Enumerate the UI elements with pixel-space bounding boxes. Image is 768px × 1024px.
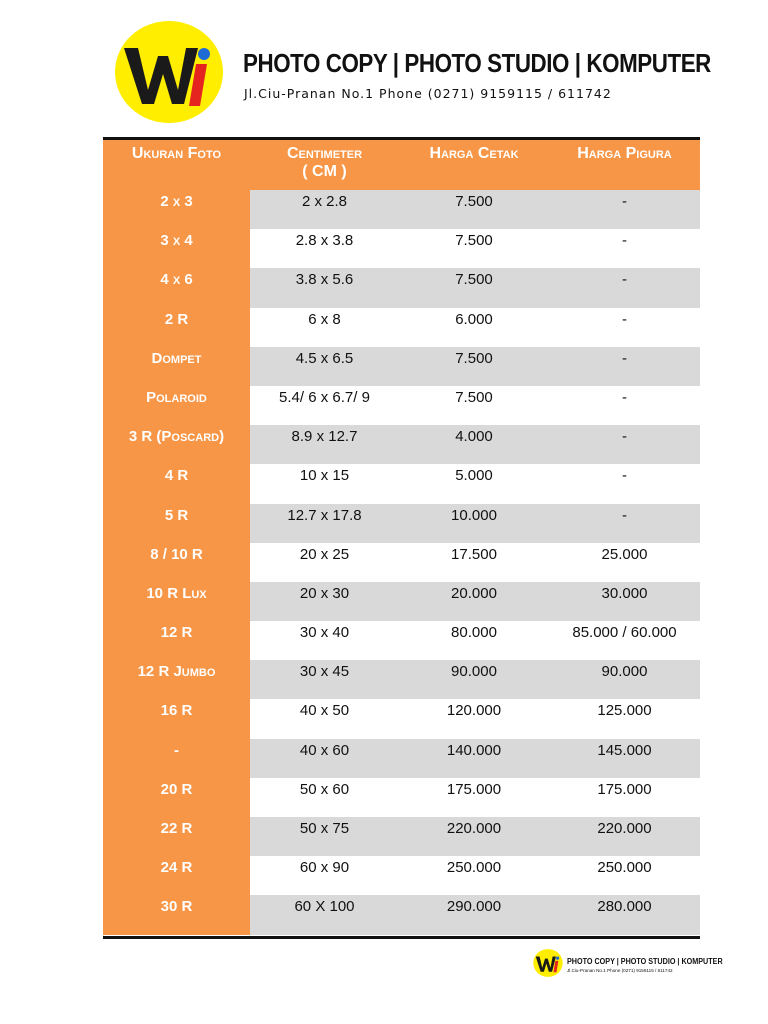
table-row [103,660,700,699]
cell-size: 3 R (Poscard) [103,425,250,464]
header-size: Ukuran Foto [131,145,222,162]
header-centimeter-line2: ( CM ) [302,163,347,180]
header-centimeter [250,140,399,190]
table-row [103,464,700,503]
brand-title: PHOTO COPY | PHOTO STUDIO | KOMPUTER [243,48,711,78]
cell-print-price: 175.000 [399,778,549,817]
cell-centimeter: 2.8 x 3.8 [250,229,399,268]
cell-frame-price: - [549,504,700,543]
cell-print-price: 80.000 [399,621,549,660]
cell-centimeter: 4.5 x 6.5 [250,347,399,386]
table-row [103,268,700,307]
cell-size: 22 R [103,817,250,856]
cell-size: 12 R Jumbo [103,660,250,699]
cell-centimeter: 60 X 100 [250,895,399,934]
cell-centimeter: 30 x 45 [250,660,399,699]
footer-title: PHOTO COPY | PHOTO STUDIO | KOMPUTER [567,957,723,966]
cell-print-price: 7.500 [399,347,549,386]
cell-frame-price: - [549,386,700,425]
cell-print-price: 4.000 [399,425,549,464]
cell-print-price: 120.000 [399,699,549,738]
cell-frame-price: 250.000 [549,856,700,895]
table-row [103,778,700,817]
table-row [103,190,700,229]
cell-frame-price: 25.000 [549,543,700,582]
cell-print-price: 5.000 [399,464,549,503]
header-frame-price: Harga Pigura [577,145,672,162]
cell-size: Dompet [103,347,250,386]
cell-frame-price: 145.000 [549,739,700,778]
cell-frame-price: 220.000 [549,817,700,856]
cell-centimeter: 2 x 2.8 [250,190,399,229]
cell-size: 4 x 6 [103,268,250,307]
cell-centimeter: 6 x 8 [250,308,399,347]
cell-size: 24 R [103,856,250,895]
cell-print-price: 7.500 [399,190,549,229]
cell-size: 30 R [103,895,250,934]
table-row [103,621,700,660]
header [0,0,768,130]
table-row [103,229,700,268]
table-bottom-rule [103,936,700,939]
table-row [103,308,700,347]
cell-centimeter: 5.4/ 6 x 6.7/ 9 [250,386,399,425]
footer-address: Jl.Ciu-Pranan No.1 Phone (0271) 9159115 / 611742 [567,968,673,973]
brand-address: Jl.Ciu-Pranan No.1 Phone (0271) 9159115 / 611742 [244,86,612,101]
cell-size: 2 R [103,308,250,347]
table-row [103,504,700,543]
cell-frame-price: - [549,464,700,503]
cell-frame-price: - [549,268,700,307]
cell-size: 2 x 3 [103,190,250,229]
table-row [103,425,700,464]
cell-frame-price: 90.000 [549,660,700,699]
cell-print-price: 10.000 [399,504,549,543]
cell-size: 10 R Lux [103,582,250,621]
table-row [103,699,700,738]
cell-size: Polaroid [103,386,250,425]
table-row [103,347,700,386]
cell-centimeter: 40 x 60 [250,739,399,778]
cell-size: 16 R [103,699,250,738]
cell-print-price: 7.500 [399,268,549,307]
cell-frame-price: - [549,229,700,268]
cell-print-price: 250.000 [399,856,549,895]
table-row [103,543,700,582]
cell-frame-price: - [549,425,700,464]
cell-print-price: 20.000 [399,582,549,621]
table-header [103,140,700,190]
cell-print-price: 7.500 [399,229,549,268]
cell-print-price: 220.000 [399,817,549,856]
cell-frame-price: 85.000 / 60.000 [549,621,700,660]
table-row [103,582,700,621]
cell-centimeter: 50 x 60 [250,778,399,817]
cell-frame-price: 30.000 [549,582,700,621]
cell-frame-price: - [549,190,700,229]
cell-frame-price: 280.000 [549,895,700,934]
cell-frame-price: - [549,347,700,386]
brand-logo-icon [114,20,224,124]
cell-print-price: 140.000 [399,739,549,778]
cell-centimeter: 30 x 40 [250,621,399,660]
header-centimeter-line1: Centimeter [286,145,363,162]
cell-size: 12 R [103,621,250,660]
table-row [103,386,700,425]
table-row [103,739,700,778]
table-row [103,817,700,856]
cell-frame-price: 125.000 [549,699,700,738]
table-body [103,190,700,935]
cell-centimeter: 50 x 75 [250,817,399,856]
cell-centimeter: 10 x 15 [250,464,399,503]
cell-print-price: 290.000 [399,895,549,934]
footer-brand [533,948,723,980]
cell-size: 5 R [103,504,250,543]
cell-centimeter: 20 x 25 [250,543,399,582]
cell-centimeter: 3.8 x 5.6 [250,268,399,307]
cell-frame-price: - [549,308,700,347]
cell-print-price: 17.500 [399,543,549,582]
cell-print-price: 6.000 [399,308,549,347]
header-print-price: Harga Cetak [429,145,519,162]
cell-centimeter: 12.7 x 17.8 [250,504,399,543]
cell-print-price: 90.000 [399,660,549,699]
table-row [103,856,700,895]
cell-centimeter: 8.9 x 12.7 [250,425,399,464]
footer-logo-icon [533,948,563,978]
cell-centimeter: 40 x 50 [250,699,399,738]
cell-centimeter: 60 x 90 [250,856,399,895]
cell-centimeter: 20 x 30 [250,582,399,621]
cell-frame-price: 175.000 [549,778,700,817]
table-row [103,895,700,934]
cell-size: 8 / 10 R [103,543,250,582]
cell-print-price: 7.500 [399,386,549,425]
cell-size: 20 R [103,778,250,817]
cell-size: - [103,739,250,778]
cell-size: 4 R [103,464,250,503]
cell-size: 3 x 4 [103,229,250,268]
